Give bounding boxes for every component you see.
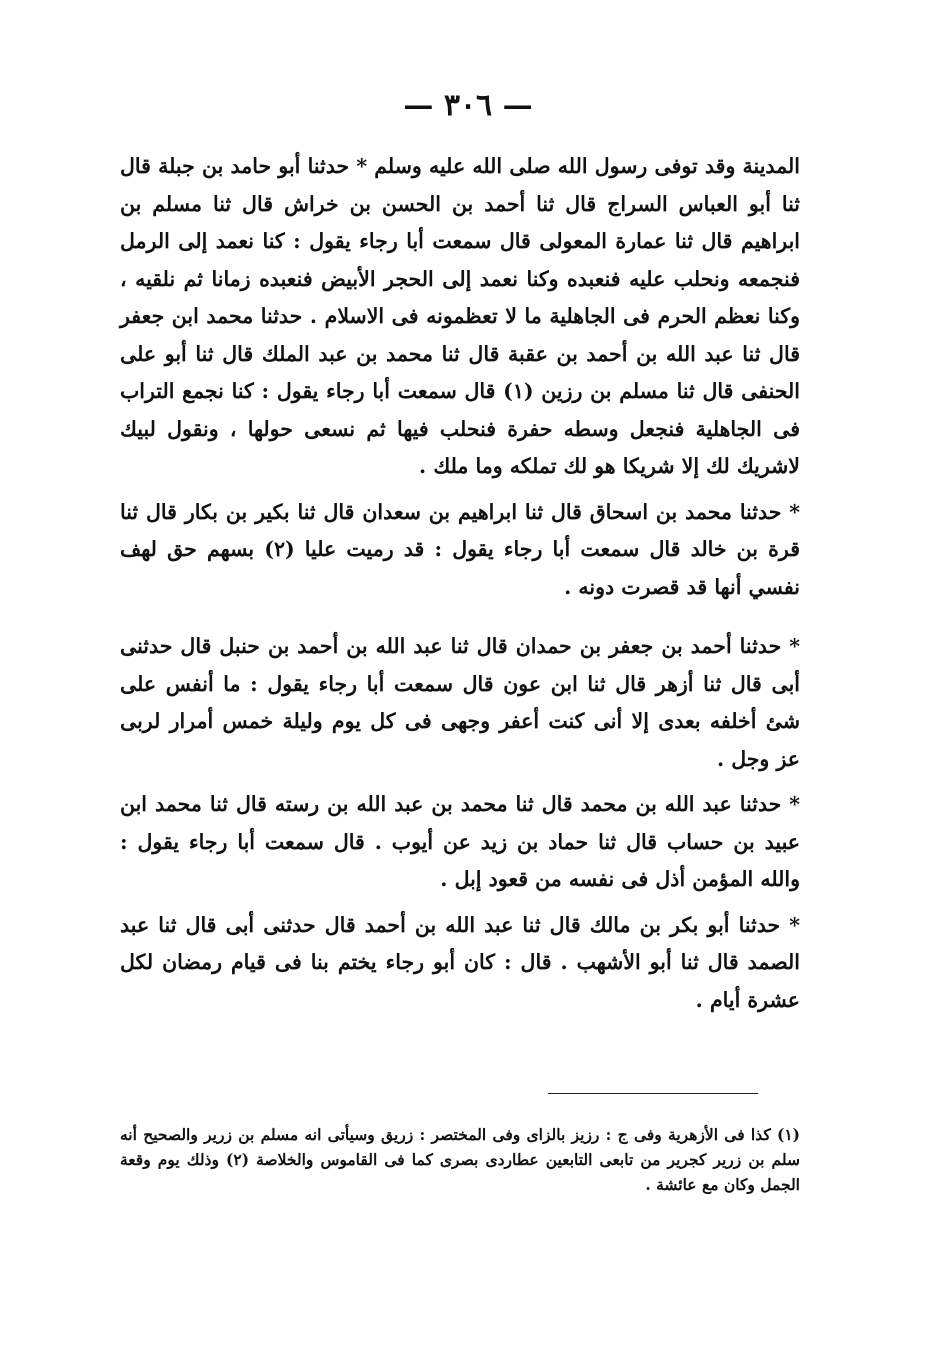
- footnotes: [120, 1122, 800, 1197]
- paragraph: المدينة وقد توفى رسول الله صلى الله عليه وسلم * حدثنا أبو حامد بن جبلة قال ثنا أبو العباس السراج قال ثنا أحمد بن الحسن بن خراش قال ثنا مسلم بن ابراهيم قال ثنا عمارة المعولى قال سمعت أبا رجاء يقول : كنا نعمد إلى الرمل فنجمعه ونحلب عليه فنعبده وكنا نعمد إلى الحجر الأبيض فنعبده زمانا ثم نلقيه ، وكنا نعظم الحرم فى الجاهلية ما لا تعظمونه فى الاسلام . حدثنا محمد ابن جعفر قال ثنا عبد الله بن أحمد بن عقبة قال ثنا محمد بن عبد الملك قال ثنا أبو على الحنفى قال ثنا مسلم بن رزين (١) قال سمعت أبا رجاء يقول : كنا نجمع التراب فى الجاهلية فنجعل وسطه حفرة فنحلب فيها ثم نسعى حولها ، ونقول لبيك لاشريك لك إلا شريكا هو لك تملكه وما ملك .: [120, 154, 800, 478]
- main-text: [120, 148, 800, 1027]
- paragraph: * حدثنا محمد بن اسحاق قال ثنا ابراهيم بن سعدان قال ثنا بكير بن بكار قال ثنا قرة بن خالد قال سمعت أبا رجاء يقول : قد رميت عليا (٢) بسهم حق لهف نفسي أنها قد قصرت دونه .: [120, 499, 800, 599]
- footnote: (١) كذا فى الأزهرية وفى ج : رزيز بالزاى وفى المختصر : زريق وسيأتى انه مسلم بن زرير والصحيح أنه سلم بن زرير كجرير من تابعى التابعين عطاردى بصرى كما فى القاموس والخلاصة (٢) وذلك يوم وقعة الجمل وكان مع عائشة .: [120, 1125, 800, 1194]
- paragraph: * حدثنا عبد الله بن محمد قال ثنا محمد بن عبد الله بن رسته قال ثنا محمد ابن عبيد بن حساب قال ثنا حماد بن زيد عن أيوب . قال سمعت أبا رجاء يقول : والله المؤمن أذل فى نفسه من قعود إبل .: [120, 792, 800, 891]
- page-number: — ٣٠٦ —: [403, 88, 533, 123]
- paragraph: * حدثنا أبو بكر بن مالك قال ثنا عبد الله بن أحمد قال حدثنى أبى قال ثنا عبد الصمد قال ثنا أبو الأشهب . قال : كان أبو رجاء يختم بنا فى قيام رمضان لكل عشرة أيام .: [120, 912, 800, 1012]
- footnote-divider: [548, 1093, 758, 1094]
- paragraph: * حدثنا أحمد بن جعفر بن حمدان قال ثنا عبد الله بن أحمد بن حنبل قال حدثنى أبى قال ثنا أزهر قال ثنا ابن عون قال سمعت أبا رجاء يقول : ما أنفس على شئ أخلفه بعدى إلا أنى كنت أعفر وجهى فى كل يوم وليلة خمس أمرار لربى عز وجل .: [120, 634, 800, 771]
